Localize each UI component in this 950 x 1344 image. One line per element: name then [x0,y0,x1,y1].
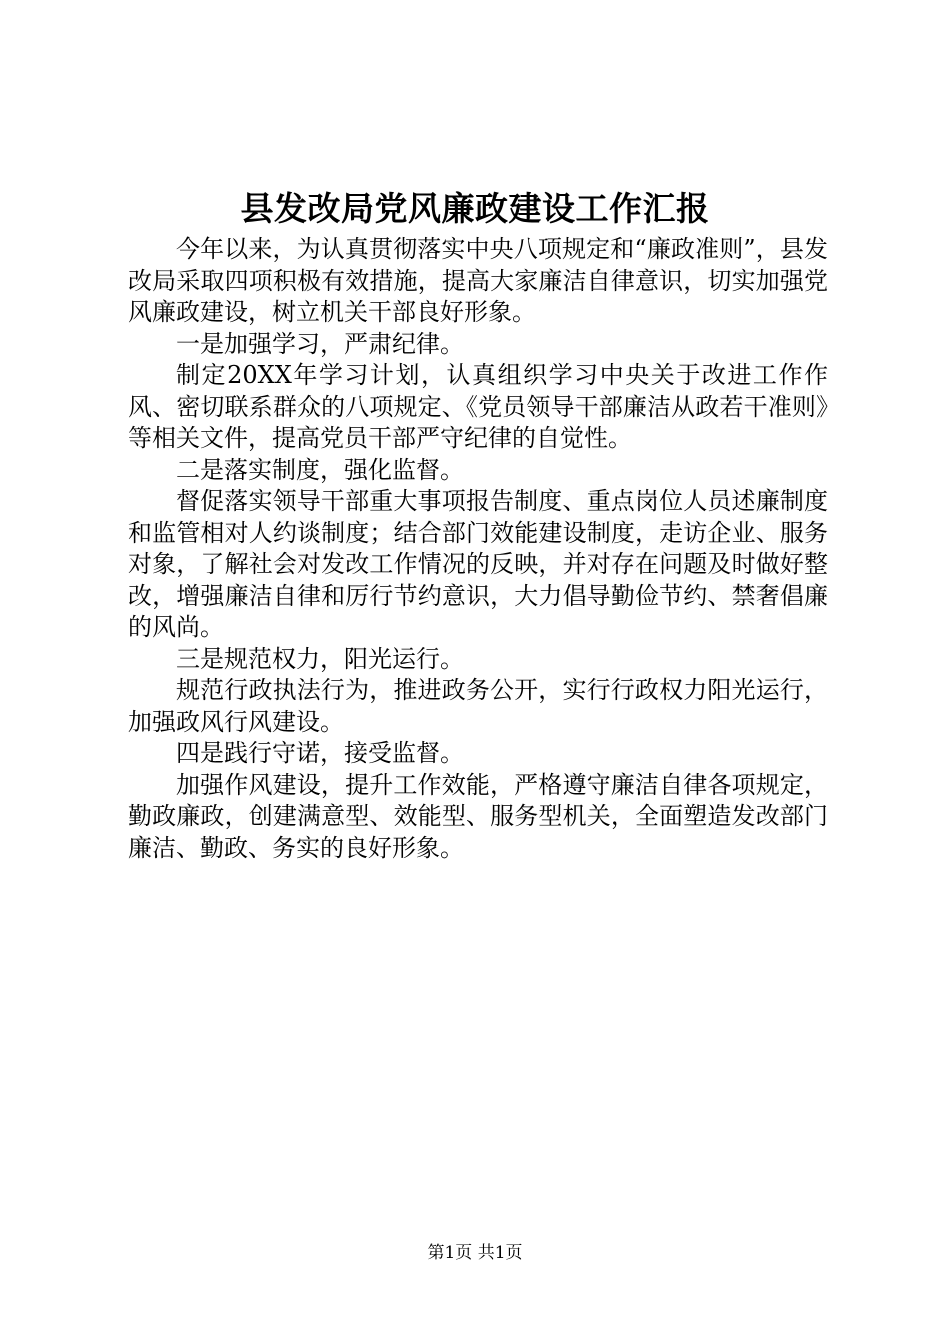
paragraph-heading-4: 四是践行守诺，接受监督。 [176,739,464,767]
paragraph-heading-2: 二是落实制度，强化监督。 [176,455,464,484]
paragraph-heading-3: 三是规范权力，阳光运行。 [176,644,464,673]
document-body [128,234,828,864]
paragraph-body-4: 加强作风建设，提升工作效能，严格遵守廉洁自律各项规定，勤政廉政，创建满意型、效能型、服务型机关，全面塑造发改部门廉洁、勤政、务实的良好形象。 [128,770,828,862]
page-number-footer: 第1页 共1页 [427,1243,523,1263]
paragraph-intro: 今年以来，为认真贯彻落实中央八项规定和“廉政准则”，县发改局采取四项积极有效措施，提高大家廉洁自律意识，切实加强党风廉政建设，树立机关干部良好形象。 [128,235,828,326]
paragraph-body-2: 督促落实领导干部重大事项报告制度、重点岗位人员述廉制度和监管相对人约谈制度；结合部门效能建设制度，走访企业、服务对象，了解社会对发改工作情况的反映，并对存在问题及时做好整改，增强廉洁自律和厉行节约意识，大力倡导勤俭节约、禁奢倡廉的风尚。 [128,487,828,641]
document-title: 县发改局党风廉政建设工作汇报 [240,189,710,228]
paragraph-body-1: 制定20XX年学习计划，认真组织学习中央关于改进工作作风、密切联系群众的八项规定、《党员领导干部廉洁从政若干准则》等相关文件，提高党员干部严守纪律的自觉性。 [128,361,828,452]
paragraph-body-3: 规范行政执法行为，推进政务公开，实行行政权力阳光运行，加强政风行风建设。 [128,676,828,736]
paragraph-heading-1: 一是加强学习，严肃纪律。 [176,329,464,358]
